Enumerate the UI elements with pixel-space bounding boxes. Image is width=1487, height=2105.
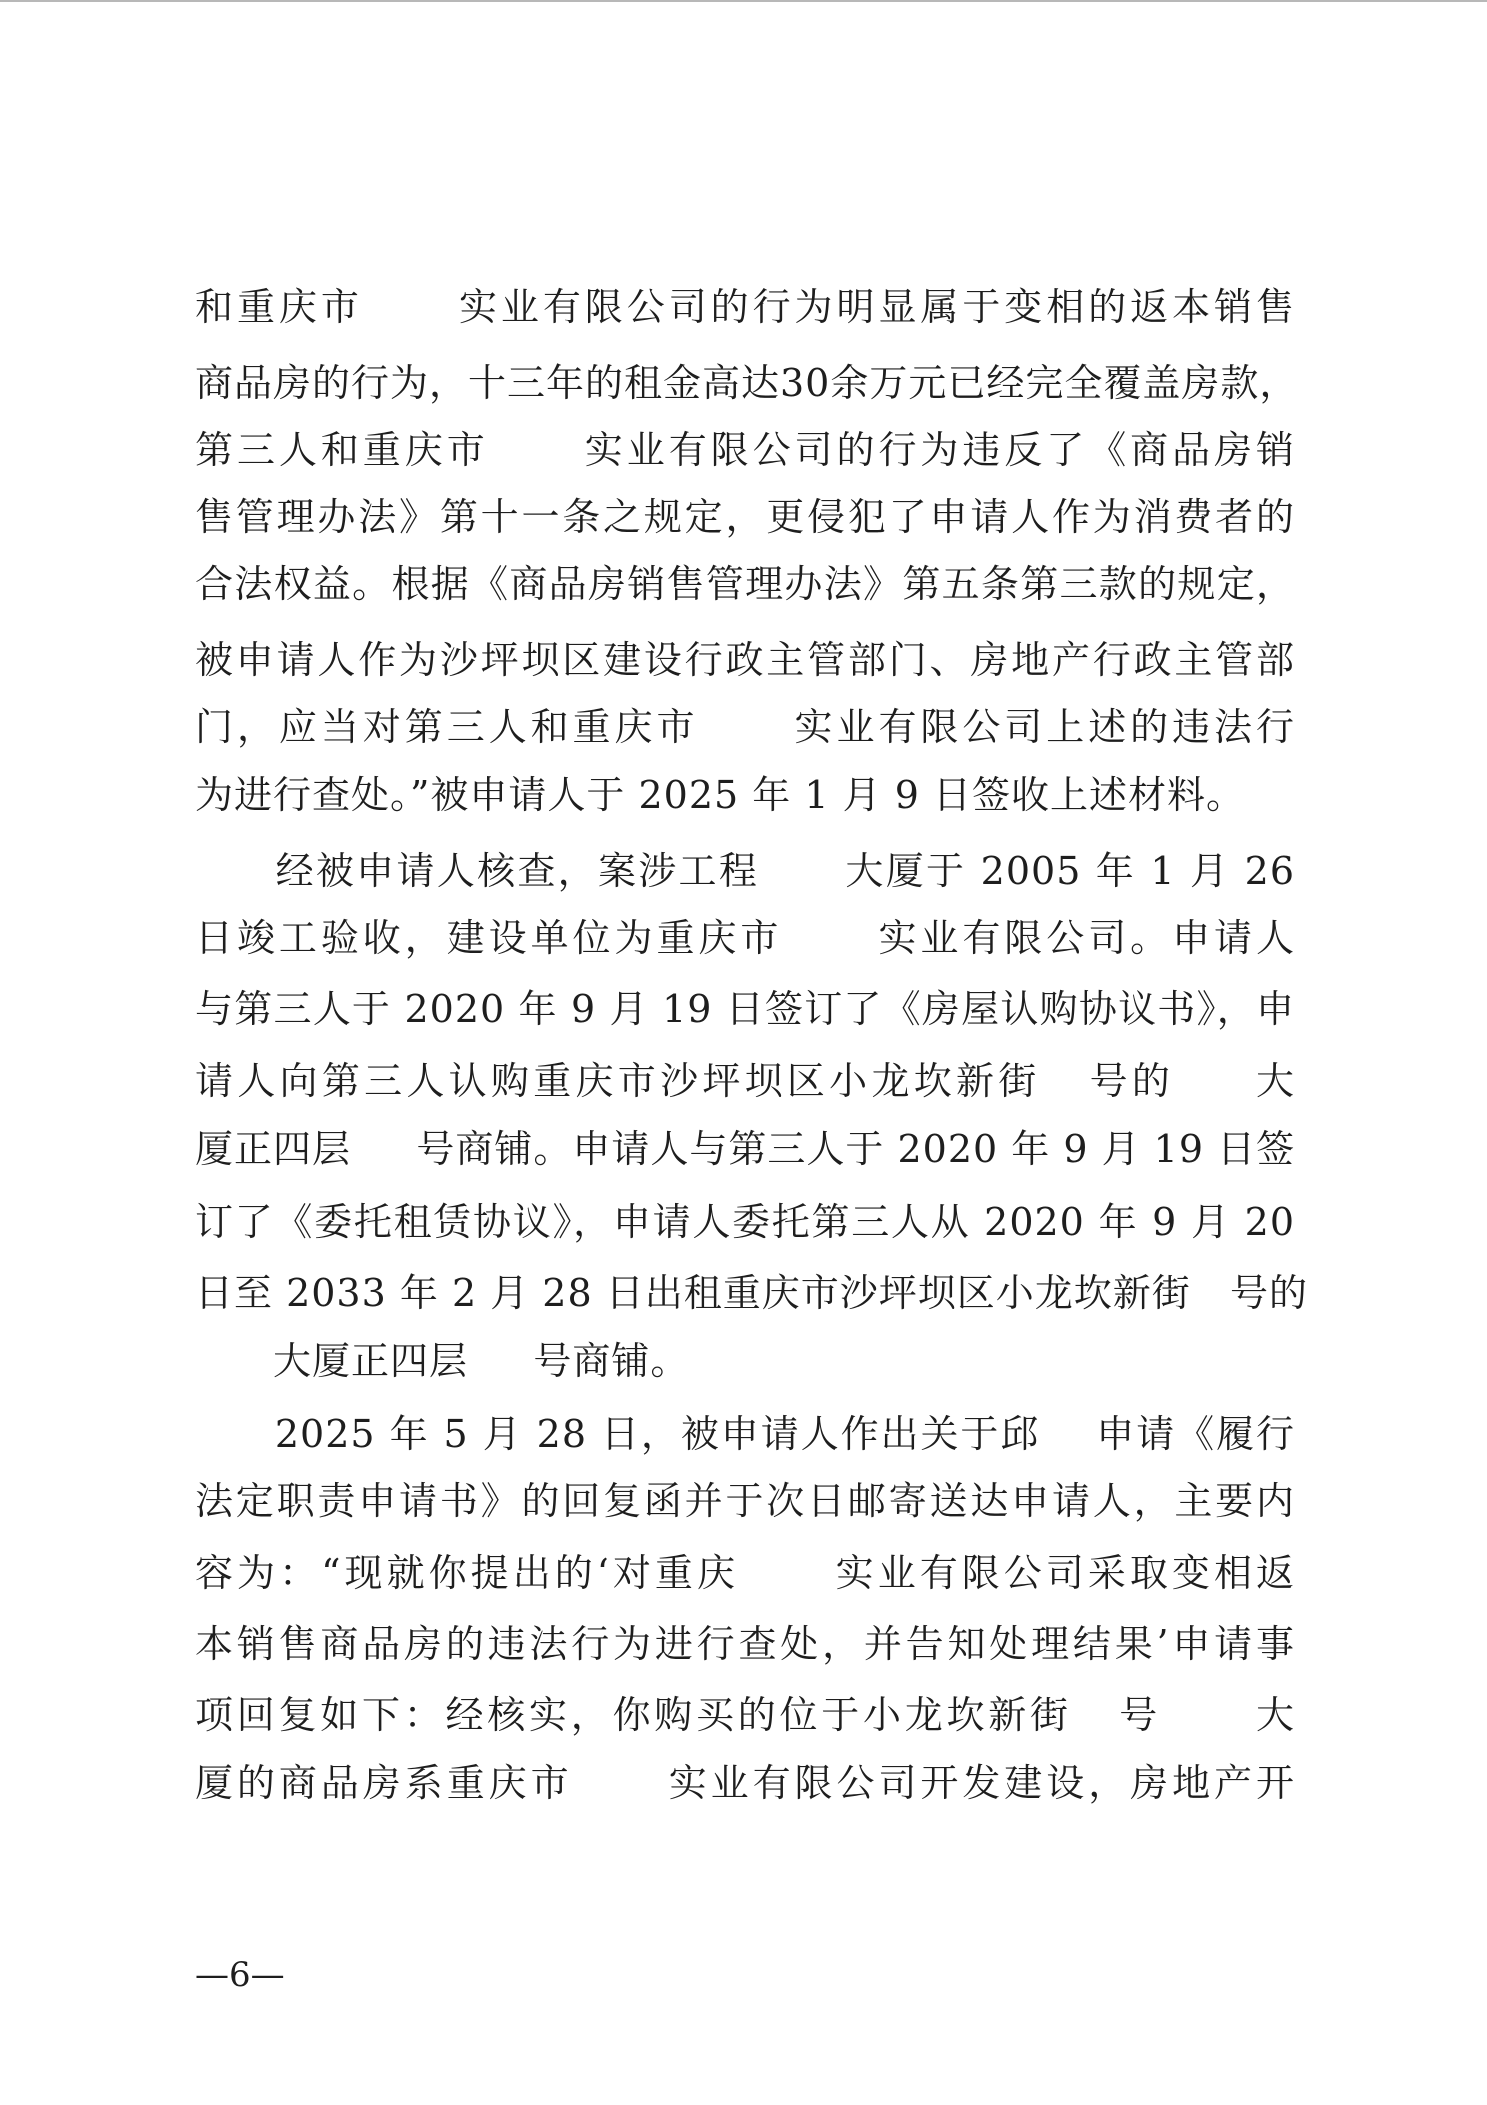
text-line: 订了《委托租赁协议》，申请人委托第三人从 2020 年 9 月 20 (195, 1200, 1295, 1244)
text-line: 法定职责申请书》的回复函并于次日邮寄送达申请人，主要内 (195, 1479, 1295, 1523)
text-line: 2025 年 5 月 28 日，被申请人作出关于邱 申请《履行 (195, 1412, 1295, 1456)
text-line: 容为：“现就你提出的‘对重庆 实业有限公司采取变相返 (195, 1551, 1295, 1595)
text-line: 日竣工验收，建设单位为重庆市 实业有限公司。申请人 (195, 916, 1295, 960)
text-line: 合法权益。根据《商品房销售管理办法》第五条第三款的规定， (195, 562, 1295, 606)
text-line: 大厦正四层 号商铺。 (195, 1339, 690, 1383)
text-line: 商品房的行为，十三年的租金高达30余万元已经完全覆盖房款， (195, 361, 1299, 405)
text-line: 为进行查处。”被申请人于 2025 年 1 月 9 日签收上述材料。 (195, 773, 1245, 817)
text-line: 和重庆市 实业有限公司的行为明显属于变相的返本销售 (195, 285, 1295, 329)
text-line: 请人向第三人认购重庆市沙坪坝区小龙坎新街 号的 大 (195, 1059, 1295, 1103)
text-line: 厦的商品房系重庆市 实业有限公司开发建设，房地产开 (195, 1761, 1295, 1805)
text-line: 本销售商品房的违法行为进行查处，并告知处理结果’申请事 (195, 1622, 1295, 1666)
text-line: 日至 2033 年 2 月 28 日出租重庆市沙坪坝区小龙坎新街 号的 (195, 1271, 1308, 1315)
text-line: 第三人和重庆市 实业有限公司的行为违反了《商品房销 (195, 428, 1295, 472)
text-line: 项回复如下：经核实，你购买的位于小龙坎新街 号 大 (195, 1693, 1295, 1737)
top-rule (0, 0, 1487, 2)
text-line: 经被申请人核查，案涉工程 大厦于 2005 年 1 月 26 (195, 849, 1296, 893)
text-line: 被申请人作为沙坪坝区建设行政主管部门、房地产行政主管部 (195, 638, 1295, 682)
page-number: —6— (195, 1955, 285, 1995)
text-line: 与第三人于 2020 年 9 月 19 日签订了《房屋认购协议书》，申 (195, 987, 1295, 1031)
text-line: 厦正四层 号商铺。申请人与第三人于 2020 年 9 月 19 日签 (195, 1127, 1296, 1171)
text-line: 门，应当对第三人和重庆市 实业有限公司上述的违法行 (195, 705, 1295, 749)
text-line: 售管理办法》第十一条之规定，更侵犯了申请人作为消费者的 (195, 495, 1295, 539)
